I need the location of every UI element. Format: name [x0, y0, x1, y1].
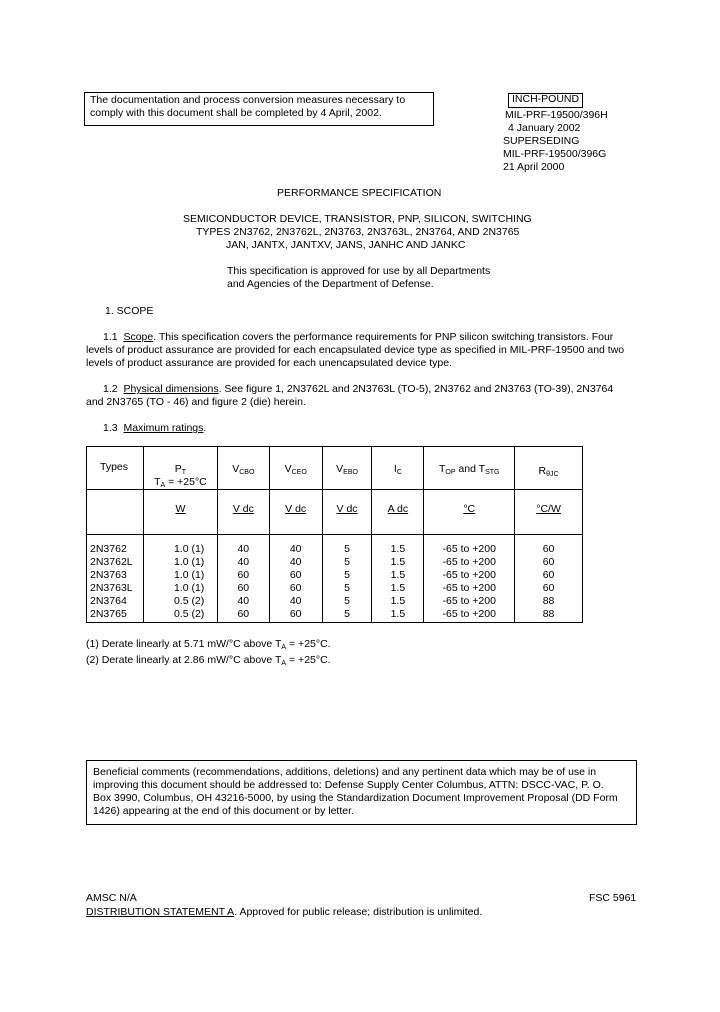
cell-vcbo: 40 [237, 556, 250, 568]
col-rth [515, 535, 583, 623]
cell-vebo: 5 [344, 582, 350, 594]
header-types: Types [87, 447, 144, 490]
para-1-3: 1.3 Maximum ratings. [103, 422, 207, 434]
cell-vceo: 40 [289, 543, 302, 555]
cell-pt: 1.0 (1) [173, 543, 205, 555]
unit-vceo: V dc [269, 490, 322, 535]
col-pt [143, 535, 217, 623]
para-1-1-line-2: levels of product assurance are provided for each encapsulated device type as specified in MIL-PRF-19500 and two [86, 344, 625, 356]
prev-doc-date: 21 April 2000 [503, 161, 565, 173]
cell-ic: 1.5 [390, 595, 406, 607]
prev-doc-number: MIL-PRF-19500/396G [503, 148, 607, 160]
col-temp [424, 535, 515, 623]
unit-temp: °C [424, 490, 515, 535]
para-1-2-num: 1.2 [103, 383, 118, 395]
unit-ic: A dc [372, 490, 424, 535]
doc-number: MIL-PRF-19500/396H [505, 109, 608, 121]
cell-type: 2N3764 [90, 595, 127, 607]
distribution-statement: DISTRIBUTION STATEMENT A. Approved for public release; distribution is unlimited. [86, 906, 483, 918]
cell-vebo: 5 [344, 556, 350, 568]
cell-vcbo: 60 [237, 582, 250, 594]
col-vebo [322, 535, 372, 623]
cell-type: 2N3762L [90, 556, 133, 568]
unit-vcbo: V dc [217, 490, 269, 535]
superseding-label: SUPERSEDING [503, 135, 580, 147]
cell-vceo: 60 [289, 582, 302, 594]
comments-line-2: improving this document should be addressed to: Defense Supply Center Columbus, ATTN: DSCC-VAC, P. O. [93, 779, 604, 791]
cell-vceo: 40 [289, 595, 302, 607]
col-vcbo [217, 535, 269, 623]
para-1-3-num: 1.3 [103, 422, 118, 434]
amsc-label: AMSC N/A [86, 892, 137, 904]
title-line-3: JAN, JANTX, JANTXV, JANS, JANHC AND JANKC [226, 239, 466, 251]
cell-rth: 88 [542, 608, 555, 620]
para-1-2-label: Physical dimensions [123, 383, 219, 395]
header-vcbo: $V_{CBO}$ [217, 447, 269, 490]
cell-vceo: 60 [289, 569, 302, 581]
cell-pt: 1.0 (1) [173, 556, 205, 568]
cell-rth: 60 [542, 543, 555, 555]
cell-ic: 1.5 [390, 582, 406, 594]
header-pt: $P_T$ $T_A = +25^\circ C$ [143, 447, 217, 490]
para-1-1-num: 1.1 [103, 331, 118, 343]
cell-pt: 0.5 (2) [173, 608, 205, 620]
unit-rth: °C/W [515, 490, 583, 535]
para-1-2-line-2: and 2N3765 (TO - 46) and figure 2 (die) herein. [86, 396, 306, 408]
doc-date: 4 January 2002 [508, 122, 581, 134]
inch-pound-label: INCH-POUND [512, 93, 580, 105]
fsc-label: FSC 5961 [589, 892, 637, 904]
table-data-row [87, 535, 583, 623]
cell-temp: -65 to +200 [442, 582, 496, 594]
cell-vceo: 60 [289, 608, 302, 620]
cell-vebo: 5 [344, 608, 350, 620]
title-line-2: TYPES 2N3762, 2N3762L, 2N3763, 2N3763L, 2N3764, AND 2N3765 [196, 226, 520, 238]
cell-vebo: 5 [344, 569, 350, 581]
cell-vcbo: 40 [237, 595, 250, 607]
col-vceo [269, 535, 322, 623]
unit-vebo: V dc [322, 490, 372, 535]
table-units-row [87, 490, 583, 535]
cell-rth: 60 [542, 582, 555, 594]
cell-type: 2N3763L [90, 582, 133, 594]
col-types [87, 535, 144, 623]
cell-ic: 1.5 [390, 569, 406, 581]
cell-vcbo: 40 [237, 543, 250, 555]
comments-line-3: Box 3990, Columbus, OH 43216-5000, by using the Standardization Document Improvement Proposal (DD Form [93, 792, 618, 804]
cell-temp: -65 to +200 [442, 608, 496, 620]
para-1-3-label: Maximum ratings [123, 422, 204, 434]
cell-type: 2N3763 [90, 569, 127, 581]
cell-temp: -65 to +200 [442, 556, 496, 568]
header-vceo: $V_{CEO}$ [269, 447, 322, 490]
cell-rth: 60 [542, 569, 555, 581]
header-rth: $R_{\theta JC}$ [515, 447, 583, 490]
cell-type: 2N3765 [90, 608, 127, 620]
cell-rth: 88 [542, 595, 555, 607]
cell-ic: 1.5 [390, 543, 406, 555]
comments-line-1: Beneficial comments (recommendations, additions, deletions) and any pertinent data which may be of use in [93, 766, 597, 778]
cell-vcbo: 60 [237, 569, 250, 581]
spec-type-title: PERFORMANCE SPECIFICATION [277, 187, 442, 199]
cell-vcbo: 60 [237, 608, 250, 620]
header-temp: $T_{OP}$ and $T_{STG}$ [424, 447, 515, 490]
header-ic: $I_C$ [372, 447, 424, 490]
cell-ic: 1.5 [390, 556, 406, 568]
col-ic [372, 535, 424, 623]
para-1-1-text-1: . This specification covers the performance requirements for PNP silicon switching transistors. Four [153, 331, 614, 343]
comments-line-4: 1426) appearing at the end of this document or by letter. [93, 805, 354, 817]
para-1-2-line-1 [103, 383, 613, 396]
section-1-heading: 1. SCOPE [105, 305, 154, 317]
max-ratings-table [86, 446, 583, 623]
unit-pt: W [143, 490, 217, 535]
header-vebo: $V_{EBO}$ [322, 447, 372, 490]
title-line-1: SEMICONDUCTOR DEVICE, TRANSISTOR, PNP, SILICON, SWITCHING [183, 213, 532, 225]
cell-rth: 60 [542, 556, 555, 568]
cell-pt: 1.0 (1) [173, 582, 205, 594]
approval-line-1: This specification is approved for use by all Departments [227, 265, 491, 277]
para-1-1-line-1 [103, 331, 613, 344]
cell-pt: 0.5 (2) [173, 595, 205, 607]
cell-ic: 1.5 [390, 608, 406, 620]
table-header-row [87, 447, 583, 490]
cell-temp: -65 to +200 [442, 569, 496, 581]
footnote-2: (2) Derate linearly at 2.86 mW/°C above $T_A = +25^\circ C$. [86, 654, 331, 667]
notice-line-1: The documentation and process conversion measures necessary to [90, 94, 406, 106]
para-1-2-text-1: . See figure 1, 2N3762L and 2N3763L (TO-5), 2N3762 and 2N3763 (TO-39), 2N3764 [218, 383, 614, 395]
cell-vebo: 5 [344, 595, 350, 607]
approval-line-2: and Agencies of the Department of Defense. [227, 278, 434, 290]
para-1-1-line-3: levels of product assurance are provided for each unencapsulated device type. [86, 357, 452, 369]
notice-line-2: comply with this document shall be completed by 4 April, 2002. [90, 107, 382, 119]
cell-temp: -65 to +200 [442, 595, 496, 607]
footnote-1: (1) Derate linearly at 5.71 mW/°C above $T_A = +25^\circ C$. [86, 638, 331, 651]
cell-vceo: 40 [289, 556, 302, 568]
cell-temp: -65 to +200 [442, 543, 496, 555]
cell-type: 2N3762 [90, 543, 127, 555]
para-1-1-label: Scope [123, 331, 154, 343]
cell-pt: 1.0 (1) [173, 569, 205, 581]
cell-vebo: 5 [344, 543, 350, 555]
